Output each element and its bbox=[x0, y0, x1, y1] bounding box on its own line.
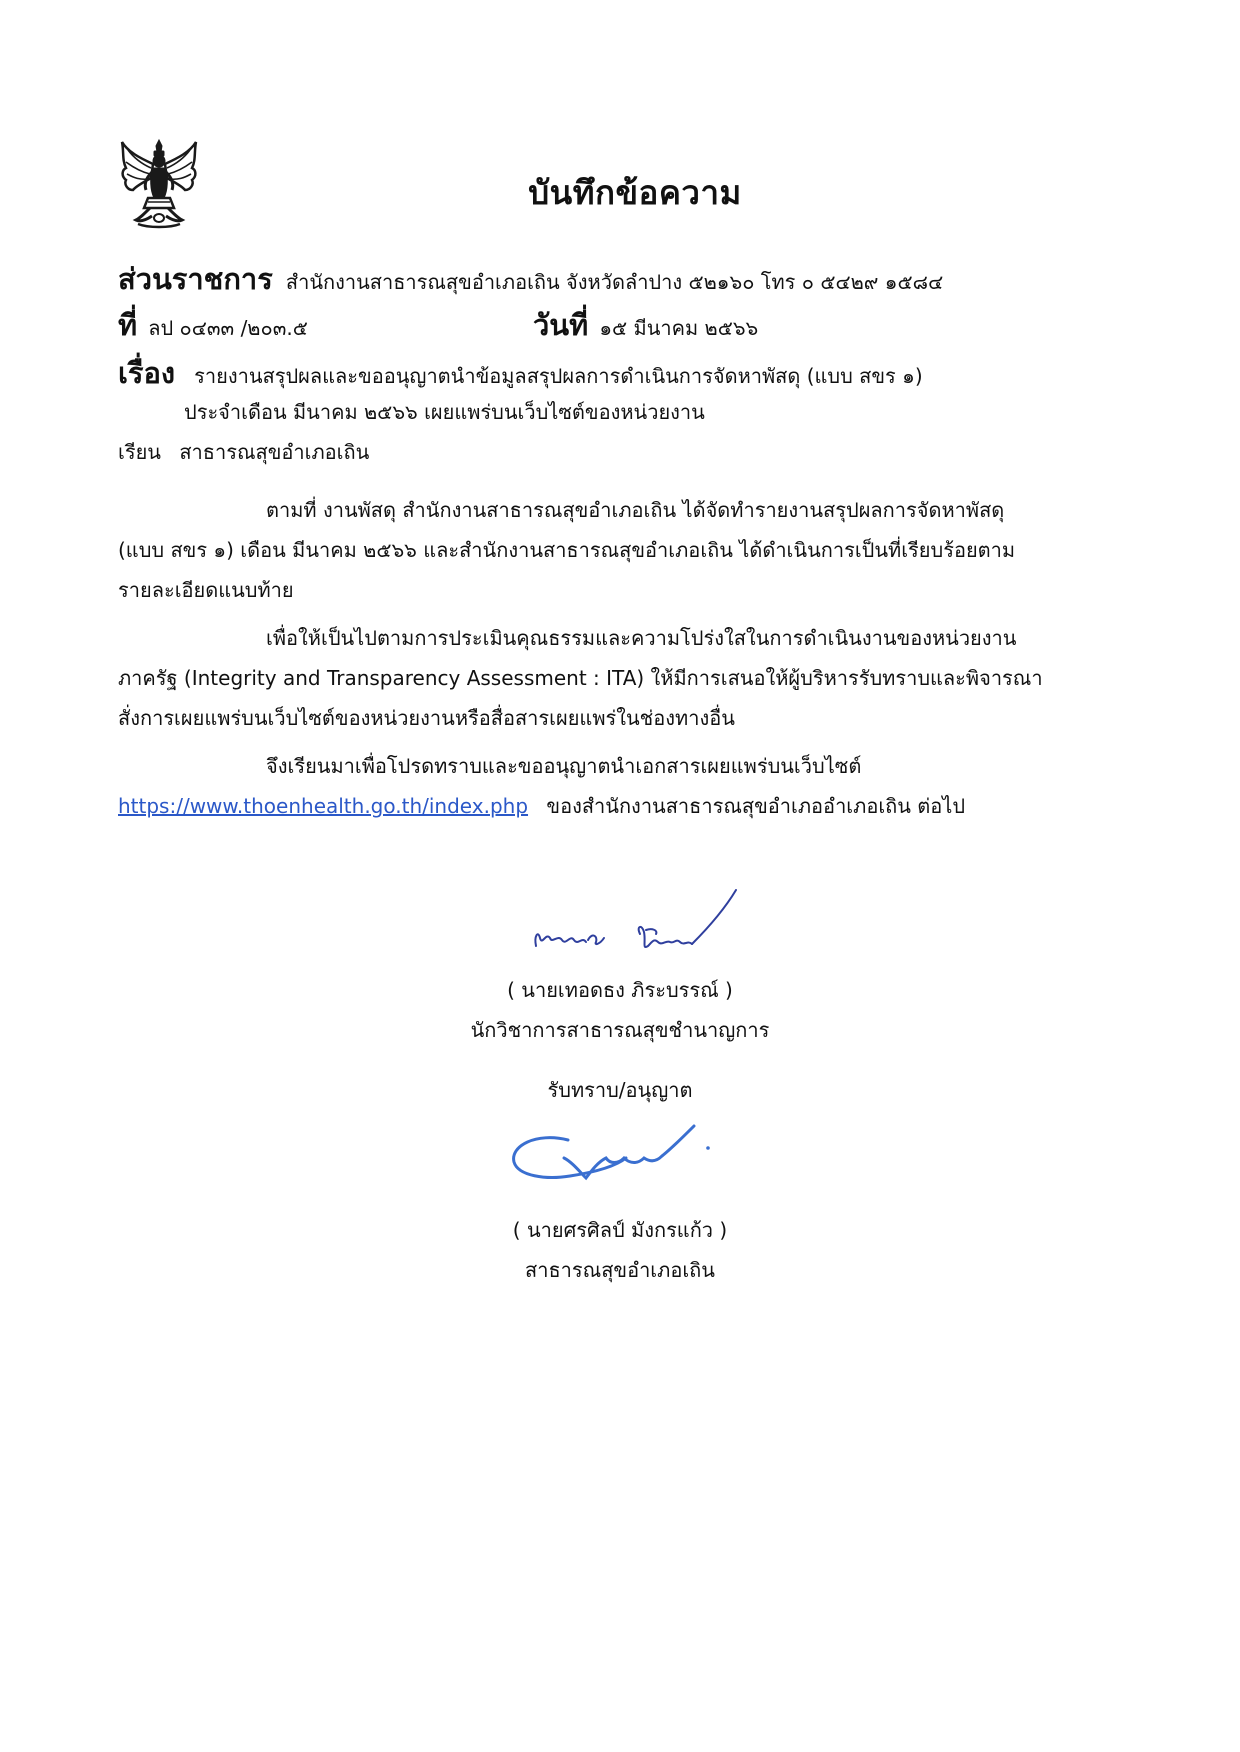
date-label: วันที่ bbox=[533, 308, 589, 342]
signatory2-name: ( นายศรศิลป์ มังกรแก้ว ) bbox=[512, 1218, 728, 1242]
signatory2-position: สาธารณสุขอำเภอเถิน bbox=[525, 1258, 715, 1282]
signature-2 bbox=[506, 1118, 726, 1208]
department-value: สำนักงานสาธารณสุขอำเภอเถิน จังหวัดลำปาง ๕๒๑๖๐ โทร ๐ ๕๔๒๙ ๑๕๘๔ bbox=[285, 270, 944, 294]
to-value: สาธารณสุขอำเภอเถิน bbox=[179, 440, 370, 464]
para3-tail: ของสำนักงานสาธารณสุขอำเภออำเภอเถิน ต่อไป bbox=[546, 794, 966, 818]
para3-line-1: จึงเรียนมาเพื่อโปรดทราบและขออนุญาตนำเอกสารเผยแพร่บนเว็บไซต์ bbox=[266, 754, 862, 778]
para2-line-2: ภาครัฐ (Integrity and Transparency Assessment : ITA) ให้มีการเสนอให้ผู้บริหารรับทราบและพิจารณา bbox=[118, 666, 1043, 690]
subject-line-1: รายงานสรุปผลและขออนุญาตนำข้อมูลสรุปผลการดำเนินการจัดหาพัสดุ (แบบ สขร ๑) bbox=[194, 364, 923, 388]
para1-line-3: รายละเอียดแนบท้าย bbox=[118, 578, 294, 602]
department-label: ส่วนราชการ bbox=[118, 262, 273, 296]
para2-line-3: สั่งการเผยแพร่บนเว็บไซต์ของหน่วยงานหรือสื่อสารเผยแพร่ในช่องทางอื่น bbox=[118, 706, 735, 730]
para2-line-1: เพื่อให้เป็นไปตามการประเมินคุณธรรมและความโปร่งใสในการดำเนินงานของหน่วยงาน bbox=[266, 626, 1017, 650]
website-link[interactable]: https://www.thoenhealth.go.th/index.php bbox=[118, 794, 529, 818]
memo-title: บันทึกข้อความ bbox=[528, 173, 742, 212]
approval-label: รับทราบ/อนุญาต bbox=[547, 1078, 693, 1102]
ref-value: ลป ๐๔๓๓ /๒๐๓.๕ bbox=[148, 316, 308, 340]
para1-line-1: ตามที่ งานพัสดุ สำนักงานสาธารณสุขอำเภอเถิน ได้จัดทำรายงานสรุปผลการจัดหาพัสดุ bbox=[266, 498, 1005, 522]
to-row bbox=[118, 436, 369, 468]
ref-row bbox=[118, 302, 308, 348]
to-label: เรียน bbox=[118, 440, 161, 464]
subject-line-2: ประจำเดือน มีนาคม ๒๕๖๖ เผยแพร่บนเว็บไซต์ของหน่วยงาน bbox=[184, 400, 705, 424]
signatory1-position: นักวิชาการสาธารณสุขชำนาญการ bbox=[470, 1018, 770, 1042]
signature-1 bbox=[528, 888, 748, 968]
date-value: ๑๕ มีนาคม ๒๕๖๖ bbox=[599, 316, 759, 340]
para3-line-2 bbox=[118, 786, 965, 826]
subject-row bbox=[118, 350, 923, 396]
subject-label: เรื่อง bbox=[118, 356, 176, 390]
para1-line-2: (แบบ สขร ๑) เดือน มีนาคม ๒๕๖๖ และสำนักงานสาธารณสุขอำเภอเถิน ได้ดำเนินการเป็นที่เรียบร้อยตาม bbox=[118, 538, 1016, 562]
date-row bbox=[533, 302, 758, 348]
department-row bbox=[118, 256, 943, 302]
signatory1-name: ( นายเทอดธง ภิระบรรณ์ ) bbox=[507, 978, 733, 1002]
ref-label: ที่ bbox=[118, 308, 138, 342]
